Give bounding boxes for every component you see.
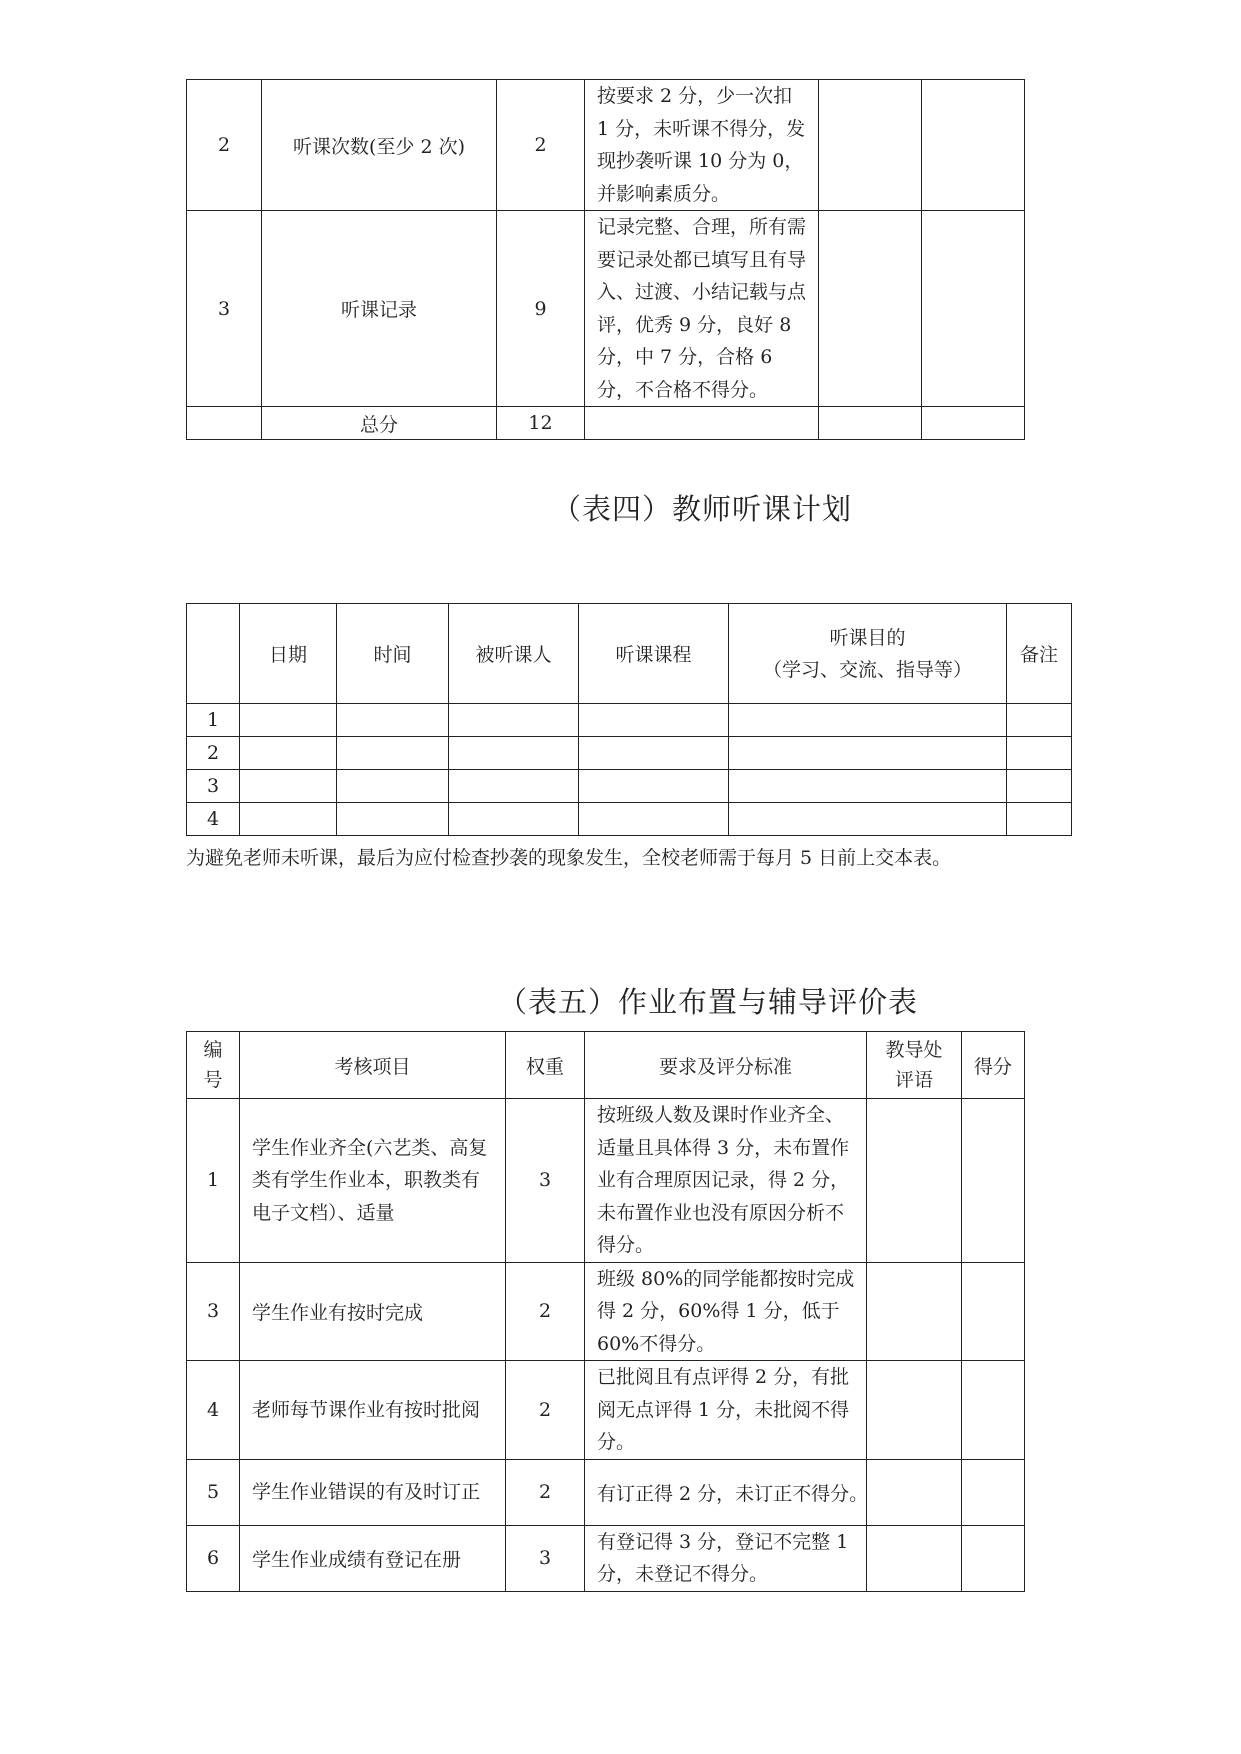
purpose-line-1: 听课目的 xyxy=(829,626,906,649)
comment-cell[interactable] xyxy=(867,1525,962,1591)
assessment-item: 听课记录 xyxy=(262,211,497,407)
weight: 3 xyxy=(506,1099,585,1263)
remarks-cell[interactable] xyxy=(1007,803,1072,836)
table-row xyxy=(187,211,1025,407)
row-number: 3 xyxy=(187,1262,240,1361)
empty-cell xyxy=(922,407,1025,440)
table-row xyxy=(187,704,1072,737)
total-label: 总分 xyxy=(262,407,497,440)
weight: 2 xyxy=(506,1459,585,1525)
col-header-course: 听课课程 xyxy=(579,604,729,704)
header-row xyxy=(187,1032,1025,1099)
score-cell[interactable] xyxy=(962,1099,1025,1263)
criteria-text: 已批阅且有点评得 2 分，有批阅无点评得 1 分，未批阅不得分。 xyxy=(597,1366,850,1453)
col-header-teacher: 被听课人 xyxy=(449,604,579,704)
course-cell[interactable] xyxy=(579,770,729,803)
table-row xyxy=(187,80,1025,211)
comment-cell[interactable] xyxy=(867,1459,962,1525)
table4-title: （表四）教师听课计划 xyxy=(552,492,853,526)
empty-cell xyxy=(819,407,922,440)
row-number: 2 xyxy=(187,737,240,770)
col-header-time: 时间 xyxy=(337,604,449,704)
comment-cell[interactable] xyxy=(819,80,922,211)
table-row xyxy=(187,737,1072,770)
score-cell[interactable] xyxy=(922,80,1025,211)
col-header-comment-text: 教导处评语 xyxy=(885,1039,943,1091)
table-row xyxy=(187,770,1072,803)
criteria-text: 按要求 2 分，少一次扣 1 分，未听课不得分，发现抄袭听课 10 分为 0，并影响素质分。 xyxy=(597,85,806,205)
table5 xyxy=(186,1031,1025,1592)
time-cell[interactable] xyxy=(337,704,449,737)
date-cell[interactable] xyxy=(240,737,337,770)
purpose-cell[interactable] xyxy=(729,803,1007,836)
total-value: 12 xyxy=(497,407,585,440)
purpose-line-2: （学习、交流、指导等） xyxy=(762,658,972,681)
row-number: 4 xyxy=(187,1361,240,1460)
row-number: 3 xyxy=(187,211,262,407)
weight: 3 xyxy=(506,1525,585,1591)
weight: 2 xyxy=(506,1361,585,1460)
course-cell[interactable] xyxy=(579,803,729,836)
assessment-item-text: 老师每节课作业有按时批阅 xyxy=(252,1398,481,1421)
criteria xyxy=(585,1361,867,1460)
comment-cell[interactable] xyxy=(867,1361,962,1460)
criteria xyxy=(585,211,819,407)
row-number: 2 xyxy=(187,80,262,211)
date-cell[interactable] xyxy=(240,770,337,803)
teacher-cell[interactable] xyxy=(449,803,579,836)
purpose-cell[interactable] xyxy=(729,770,1007,803)
row-number: 3 xyxy=(187,770,240,803)
comment-cell[interactable] xyxy=(867,1262,962,1361)
empty-header-cell xyxy=(187,604,240,704)
table4-note: 为避免老师未听课，最后为应付检查抄袭的现象发生，全校老师需于每月 5 日前上交本表。 xyxy=(186,847,952,869)
weight: 2 xyxy=(506,1262,585,1361)
criteria xyxy=(585,80,819,211)
table4 xyxy=(186,603,1072,836)
teacher-cell[interactable] xyxy=(449,737,579,770)
col-header-no-text: 编号 xyxy=(203,1039,223,1091)
criteria: 有订正得 2 分，未订正不得分。 xyxy=(585,1459,867,1525)
total-row xyxy=(187,407,1025,440)
row-number: 1 xyxy=(187,704,240,737)
row-number: 4 xyxy=(187,803,240,836)
remarks-cell[interactable] xyxy=(1007,704,1072,737)
table-row xyxy=(187,1262,1025,1361)
table-row xyxy=(187,1525,1025,1591)
assessment-item-text: 学生作业齐全(六艺类、高复类有学生作业本，职教类有电子文档）、适量 xyxy=(252,1136,488,1224)
assessment-item: 学生作业成绩有登记在册 xyxy=(240,1525,506,1591)
criteria xyxy=(585,1262,867,1361)
col-header-date: 日期 xyxy=(240,604,337,704)
score-cell[interactable] xyxy=(922,211,1025,407)
table-row xyxy=(187,1459,1025,1525)
assessment-item-text: 学生作业错误的有及时订正 xyxy=(252,1480,481,1503)
assessment-item: 听课次数(至少 2 次) xyxy=(262,80,497,211)
date-cell[interactable] xyxy=(240,704,337,737)
criteria xyxy=(585,1099,867,1263)
date-cell[interactable] xyxy=(240,803,337,836)
purpose-cell[interactable] xyxy=(729,737,1007,770)
col-header-criteria: 要求及评分标准 xyxy=(585,1032,867,1099)
comment-cell[interactable] xyxy=(867,1099,962,1263)
time-cell[interactable] xyxy=(337,737,449,770)
remarks-cell[interactable] xyxy=(1007,737,1072,770)
col-header-item: 考核项目 xyxy=(240,1032,506,1099)
table-row xyxy=(187,1361,1025,1460)
teacher-cell[interactable] xyxy=(449,770,579,803)
table3 xyxy=(186,79,1025,440)
score-cell[interactable] xyxy=(962,1262,1025,1361)
score-cell[interactable] xyxy=(962,1459,1025,1525)
table-row xyxy=(187,803,1072,836)
row-number: 6 xyxy=(187,1525,240,1591)
score-cell[interactable] xyxy=(962,1525,1025,1591)
col-header-weight: 权重 xyxy=(506,1032,585,1099)
col-header-purpose xyxy=(729,604,1007,704)
weight: 2 xyxy=(497,80,585,211)
criteria-text: 班级 80%的同学能都按时完成得 2 分，60%得 1 分，低于 60%不得分。 xyxy=(597,1267,855,1355)
criteria-text: 有登记得 3 分，登记不完整 1 分，未登记不得分。 xyxy=(597,1530,849,1585)
empty-cell xyxy=(187,407,262,440)
assessment-item xyxy=(240,1459,506,1525)
col-header-comment xyxy=(867,1032,962,1099)
course-cell[interactable] xyxy=(579,737,729,770)
table-row xyxy=(187,1099,1025,1263)
purpose-cell[interactable] xyxy=(729,704,1007,737)
assessment-item xyxy=(240,1361,506,1460)
row-number: 5 xyxy=(187,1459,240,1525)
col-header-remarks: 备注 xyxy=(1007,604,1072,704)
remarks-cell[interactable] xyxy=(1007,770,1072,803)
score-cell[interactable] xyxy=(962,1361,1025,1460)
course-cell[interactable] xyxy=(579,704,729,737)
header-row xyxy=(187,604,1072,704)
assessment-item xyxy=(240,1099,506,1263)
comment-cell[interactable] xyxy=(819,211,922,407)
empty-cell xyxy=(585,407,819,440)
assessment-item: 学生作业有按时完成 xyxy=(240,1262,506,1361)
time-cell[interactable] xyxy=(337,803,449,836)
weight: 9 xyxy=(497,211,585,407)
row-number: 1 xyxy=(187,1099,240,1263)
table5-title: （表五）作业布置与辅导评价表 xyxy=(498,985,919,1019)
teacher-cell[interactable] xyxy=(449,704,579,737)
criteria xyxy=(585,1525,867,1591)
col-header-score: 得分 xyxy=(962,1032,1025,1099)
col-header-no xyxy=(187,1032,240,1099)
time-cell[interactable] xyxy=(337,770,449,803)
criteria-text: 按班级人数及课时作业齐全、适量且具体得 3 分，未布置作业有合理原因记录，得 2 分，未布置作业也没有原因分析不得分。 xyxy=(597,1104,850,1256)
criteria-text: 记录完整、合理，所有需要记录处都已填写且有导入、过渡、小结记载与点评，优秀 9 分，良好 8 分，中 7 分，合格 6 分，不合格不得分。 xyxy=(597,216,807,401)
